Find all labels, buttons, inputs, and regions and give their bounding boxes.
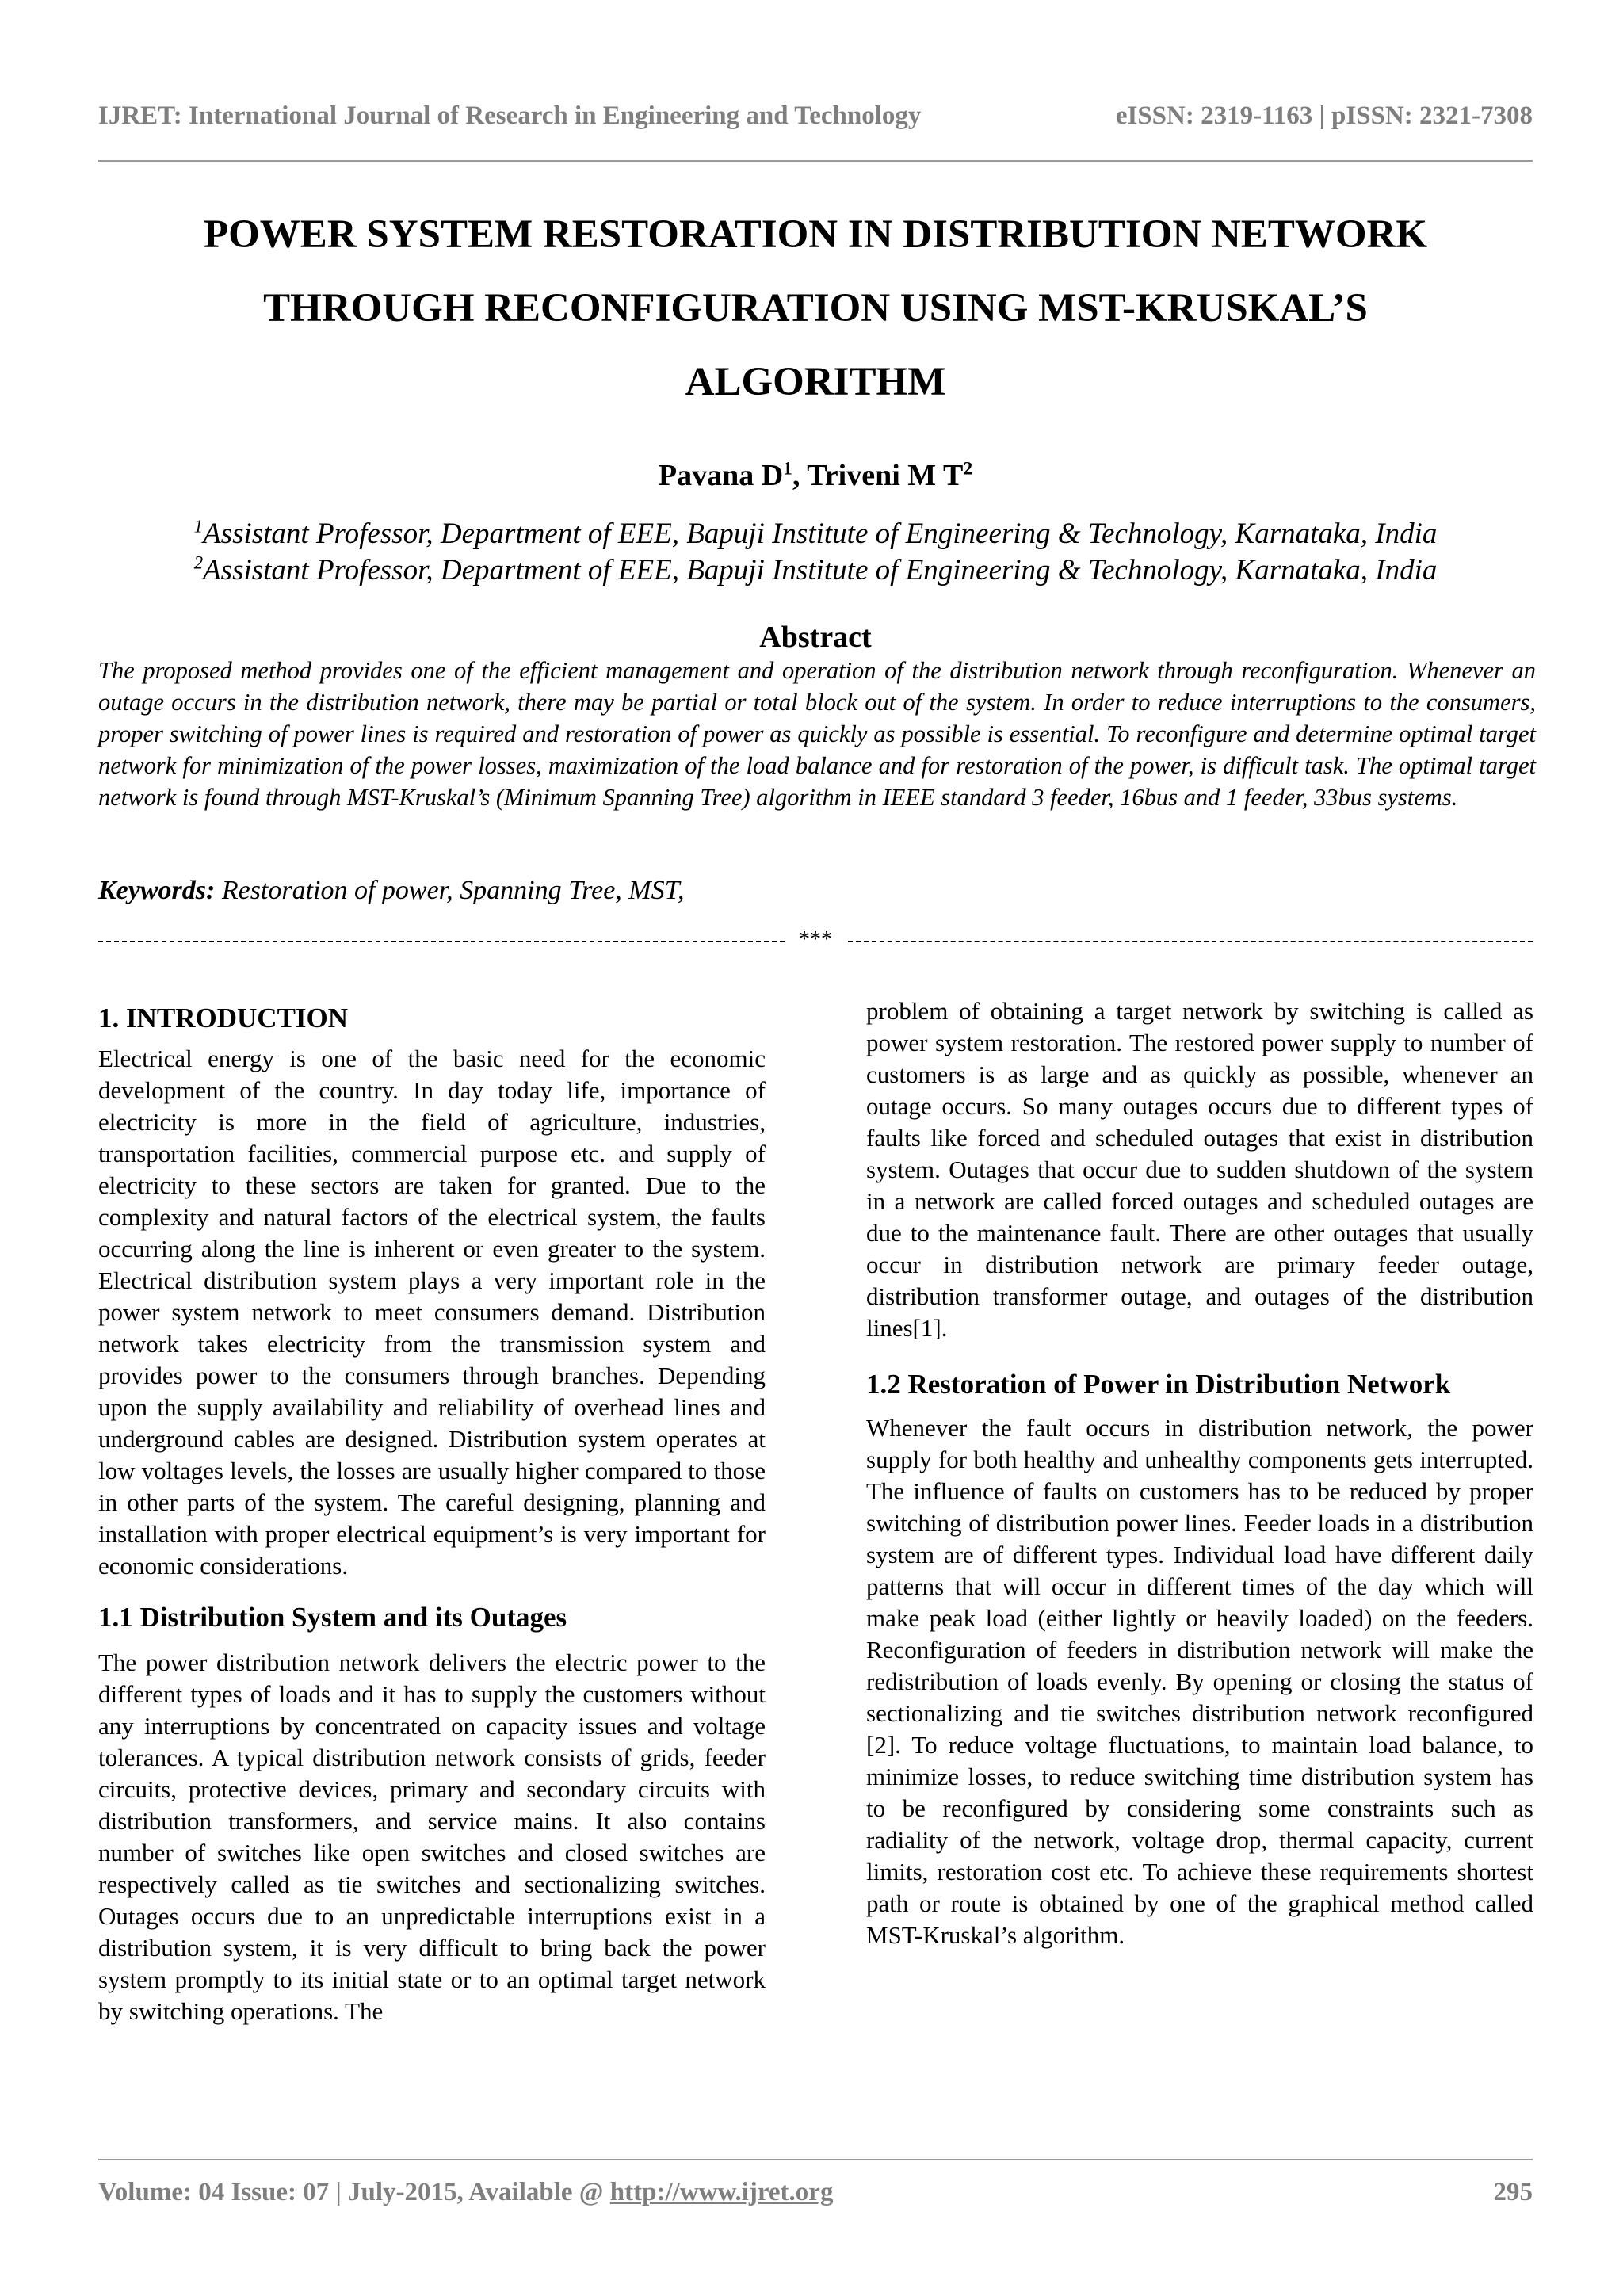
title-line-2: THROUGH RECONFIGURATION USING MST-KRUSKAL’S (263, 286, 1368, 330)
section-1-heading: 1. INTRODUCTION (98, 1003, 349, 1033)
header-rule (98, 160, 1533, 162)
section-separator (98, 927, 1533, 952)
affiliation-2-sup: 2 (193, 552, 204, 573)
footer-rule (98, 2159, 1533, 2160)
abstract-heading: Abstract (759, 621, 872, 654)
keywords-text: Restoration of power, Spanning Tree, MST, (215, 876, 685, 905)
journal-name: IJRET: International Journal of Research in Engineering and Technology (98, 101, 922, 130)
author-1: Pavana D (658, 459, 784, 492)
author-separator: , (792, 459, 808, 492)
author-2: Triveni M T (807, 459, 964, 492)
section-1-1-continued: problem of obtaining a target network by switching is called as power system restoration. The restored power supply to number of customers is as large and as quickly as possible, whenever an outage occurs. So many outages occurs due to different types of faults like forced and scheduled outages that exist in distribution system. Outages that occur due to sudden shutdown of the system in a network are called forced outages and scheduled outages are due to the maintenance fault. There are other outages that usually occur in distribution network are primary feeder outage, distribution transformer outage, and outages of the distribution lines[1]. (866, 997, 1533, 1342)
title-line-1: POWER SYSTEM RESTORATION IN DISTRIBUTION NETWORK (203, 212, 1428, 257)
author-1-sup: 1 (783, 458, 792, 479)
affiliation-1 (98, 517, 1533, 551)
affiliation-2-text: Assistant Professor, Department of EEE, Bapuji Institute of Engineering & Technology, Karnataka, India (203, 554, 1438, 586)
right-column (866, 995, 1533, 1951)
affiliation-2 (98, 553, 1533, 587)
title-line-3: ALGORITHM (685, 360, 946, 404)
section-1-1-heading: 1.1 Distribution System and its Outages (98, 1602, 567, 1633)
affiliation-1-sup: 1 (193, 516, 204, 537)
footer-volume (98, 2178, 833, 2207)
authors (98, 458, 1533, 493)
issn: eISSN: 2319-1163 | pISSN: 2321-7308 (1115, 101, 1533, 130)
left-column (98, 1000, 766, 2027)
section-1-1-text: The power distribution network delivers the electric power to the different types of loads and it has to supply the customers without any interruptions by concentrated on capacity issues and voltage tolerances. A typical distribution network consists of grids, feeder circuits, protective devices, primary and secondary circuits with distribution transformers, and service mains. It also contains number of switches like open switches and closed switches are respectively called as tie switches and sectionalizing switches. Outages occurs due to an unpredictable interruptions exist in a distribution system, it is very difficult to bring back the power system promptly to its initial state or to an optimal target network by switching operations. The (98, 1648, 766, 2025)
separator-stars: *** (799, 927, 832, 952)
paper-title (98, 198, 1533, 419)
section-1-text: Electrical energy is one of the basic need for the economic development of the country. In day today life, importance of electricity is more in the field of agriculture, industries, transportation facilities, commercial purpose etc. and supply of electricity to these sectors are taken for granted. Due to the complexity and natural factors of the electrical system, the faults occurring along the line is inherent or even greater to the system. Electrical distribution system plays a very important role in the power system network to meet consumers demand. Distribution network takes electricity from the transmission system and provides power to the consumers through branches. Depending upon the supply availability and reliability of overhead lines and underground cables are designed. Distribution system operates at low voltages levels, the losses are usually higher compared to those in other parts of the system. The careful designing, planning and installation with proper electrical equipment’s is very important for economic considerations. (98, 1045, 766, 1580)
affiliation-1-text: Assistant Professor, Department of EEE, Bapuji Institute of Engineering & Technology, Karnataka, India (203, 518, 1438, 550)
journal-url-link[interactable]: http://www.ijret.org (609, 2178, 834, 2206)
author-2-sup: 2 (963, 458, 973, 479)
footer-volume-text: Volume: 04 Issue: 07 | July-2015, Available @ (98, 2178, 610, 2206)
section-1-2-text: Whenever the fault occurs in distribution network, the power supply for both healthy and unhealthy components gets interrupted. The influence of faults on customers has to be reduced by proper switching of distribution power lines. Feeder loads in a distribution system are of different types. Individual load have different daily patterns that will occur in different times of the day which will make peak load (either lightly or heavily loaded) on the feeders. Reconfiguration of feeders in distribution network will make the redistribution of loads evenly. By opening or closing the status of sectionalizing and tie switches distribution network reconfigured [2]. To reduce voltage fluctuations, to maintain load balance, to minimize losses, to reduce switching time distribution system has to be reconfigured by considering some constraints such as radiality of the network, voltage drop, thermal capacity, current limits, restoration cost etc. To achieve these requirements shortest path or route is obtained by one of the graphical method called MST-Kruskal’s algorithm. (866, 1414, 1533, 1949)
abstract-text: The proposed method provides one of the efficient management and operation of the distribution network through reconfiguration. Whenever an outage occurs in the distribution network, there may be partial or total block out of the system. In order to reduce interruptions to the consumers, proper switching of power lines is required and restoration of power as quickly as possible is essential. To reconfigure and determine optimal target network for minimization of the power losses, maximization of the load balance and for restoration of the power, is difficult task. The optimal target network is found through MST-Kruskal’s (Minimum Spanning Tree) algorithm in IEEE standard 3 feeder, 16bus and 1 feeder, 33bus systems. (98, 657, 1536, 811)
keywords-label: Keywords: (98, 876, 216, 905)
keywords (98, 876, 685, 906)
page-number: 295 (1493, 2178, 1533, 2206)
running-header (98, 94, 1533, 141)
running-footer (98, 2172, 1533, 2211)
section-1-2-heading: 1.2 Restoration of Power in Distribution Network (866, 1369, 1451, 1400)
